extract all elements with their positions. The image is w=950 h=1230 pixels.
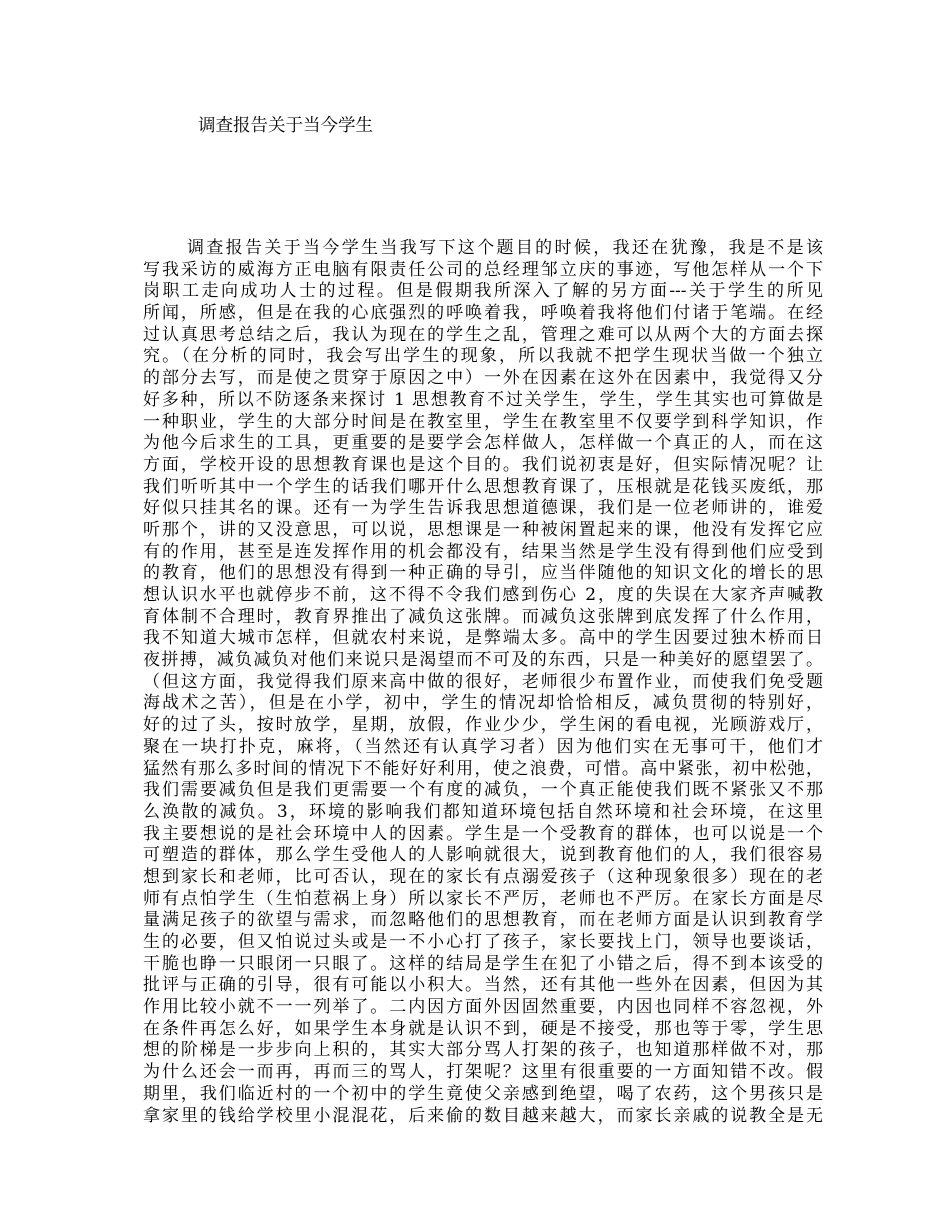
body-line: 岗职工走向成功人士的过程。但是假期我所深入了解的另方面---关于学生的所见 [143,281,823,302]
body-line: 批评与正确的引导，很有可能以小积大。当然，还有其他一些外在因素，但因为其 [143,975,823,996]
body-line: 么涣散的减负。3，环境的影响我们都知道环境包括自然环境和社会环境，在这里 [143,801,823,822]
body-line: （但这方面，我觉得我们原来高中做的很好，老师很少布置作业，而使我们免受题 [143,671,823,692]
body-line: 好多种，所以不防逐条来探讨 1 思想教育不过关学生，学生，学生其实也可算做是 [143,389,823,410]
body-line: 好的过了头，按时放学，星期，放假，作业少少，学生闲的看电视，光顾游戏厅， [143,715,823,736]
body-line: 究。（在分析的同时，我会写出学生的现象，所以我就不把学生现状当做一个独立 [143,346,823,367]
body-line: 育体制不合理时，教育界推出了减负这张牌。而减负这张牌到底发挥了什么作用， [143,606,823,627]
body-line: 过认真思考总结之后，我认为现在的学生之乱，管理之难可以从两个大的方面去探 [143,324,823,345]
body-line: 干脆也睁一只眼闭一只眼了。这样的结局是学生在犯了小错之后，得不到本该受的 [143,953,823,974]
body-line: 想认识水平也就停步不前，这不得不令我们感到伤心 2，度的失误在大家齐声喊教 [143,585,823,605]
body-line: 量满足孩子的欲望与需求，而忽略他们的思想教育，而在老师方面是认识到教育学 [143,910,823,931]
body-line: 好似只挂其名的课。还有一为学生告诉我思想道德课，我们是一位老师讲的，谁爱 [143,498,823,519]
document-body [143,238,823,1127]
body-line: 一种职业，学生的大部分时间是在教室里，学生在教室里不仅要学到科学知识，作 [143,411,823,432]
body-line: 可塑造的群体，那么学生受他人的人影响就很大，说到教育他们的人，我们很容易 [143,845,823,866]
body-line: 写我采访的威海方正电脑有限责任公司的总经理邹立庆的事迹，写他怎样从一个下 [143,259,823,280]
body-line: 想的阶梯是一步步向上积的，其实大部分骂人打架的孩子，也知道那样做不对，那 [143,1040,823,1061]
body-line: 我主要想说的是社会环境中人的因素。学生是一个受教育的群体，也可以说是一个 [143,823,823,844]
body-line: 海战术之苦），但是在小学，初中，学生的情况却恰恰相反，减负贯彻的特别好， [143,693,823,714]
body-line: 的部分去写，而是使之贯穿于原因之中）一外在因素在这外在因素中，我觉得又分 [143,368,823,389]
body-line: 期里，我们临近村的一个初中的学生竟使父亲感到绝望，喝了农药，这个男孩只是 [143,1083,823,1104]
document-title: 调查报告关于当今学生 [198,116,373,136]
body-line: 聚在一块打扑克，麻将，（当然还有认真学习者）因为他们实在无事可干，他们才 [143,736,823,757]
body-line: 调查报告关于当今学生当我写下这个题目的时候，我还在犹豫，我是不是该 [187,238,823,258]
body-line: 听那个，讲的又没意思，可以说，思想课是一种被闲置起来的课，他没有发挥它应 [143,519,823,540]
body-line: 有的作用，甚至是连发挥作用的机会都没有，结果当然是学生没有得到他们应受到 [143,541,823,562]
body-line: 作用比较小就不一一列举了。二内因方面外因固然重要，内因也同样不容忽视，外 [143,997,823,1018]
body-line: 猛然有那么多时间的情况下不能好好利用，使之浪费，可惜。高中紧张，初中松弛， [143,758,823,779]
body-line: 我们需要减负但是我们更需要一个有度的减负，一个真正能使我们既不紧张又不那 [143,780,823,801]
body-line: 师有点怕学生（生怕惹祸上身）所以家长不严厉，老师也不严厉。在家长方面是尽 [143,888,823,909]
body-line: 方面，学校开设的思想教育课也是这个目的。我们说初衷是好，但实际情况呢？让 [143,454,823,475]
body-line: 想到家长和老师，比可否认，现在的家长有点溺爱孩子（这种现象很多）现在的老 [143,866,823,887]
body-line: 在条件再怎么好，如果学生本身就是认识不到，硬是不接受，那也等于零，学生思 [143,1018,823,1039]
body-line: 我们听听其中一个学生的话我们哪开什么思想教育课了，压根就是花钱买废纸，那 [143,476,823,497]
body-line: 为什么还会一而再，再而三的骂人，打架呢？这里有很重要的一方面知错不改。假 [143,1062,823,1083]
body-line: 我不知道大城市怎样，但就农村来说，是弊端太多。高中的学生因要过独木桥而日 [143,628,823,649]
body-line: 为他今后求生的工具，更重要的是要学会怎样做人，怎样做一个真正的人，而在这 [143,433,823,454]
body-line: 生的必要，但又怕说过头或是一不小心打了孩子，家长要找上门，领导也要谈话， [143,932,823,952]
body-line: 夜拼搏，减负减负对他们来说只是渴望而不可及的东西，只是一种美好的愿望罢了。 [143,650,823,671]
body-line: 的教育，他们的思想没有得到一种正确的导引，应当伴随他的知识文化的增长的思 [143,563,823,584]
body-line: 所闻，所感，但是在我的心底强烈的呼唤着我，呼唤着我将他们付诸于笔端。在经 [143,303,823,324]
body-line: 拿家里的钱给学校里小混混花，后来偷的数目越来越大，而家长亲戚的说教全是无 [143,1105,823,1126]
